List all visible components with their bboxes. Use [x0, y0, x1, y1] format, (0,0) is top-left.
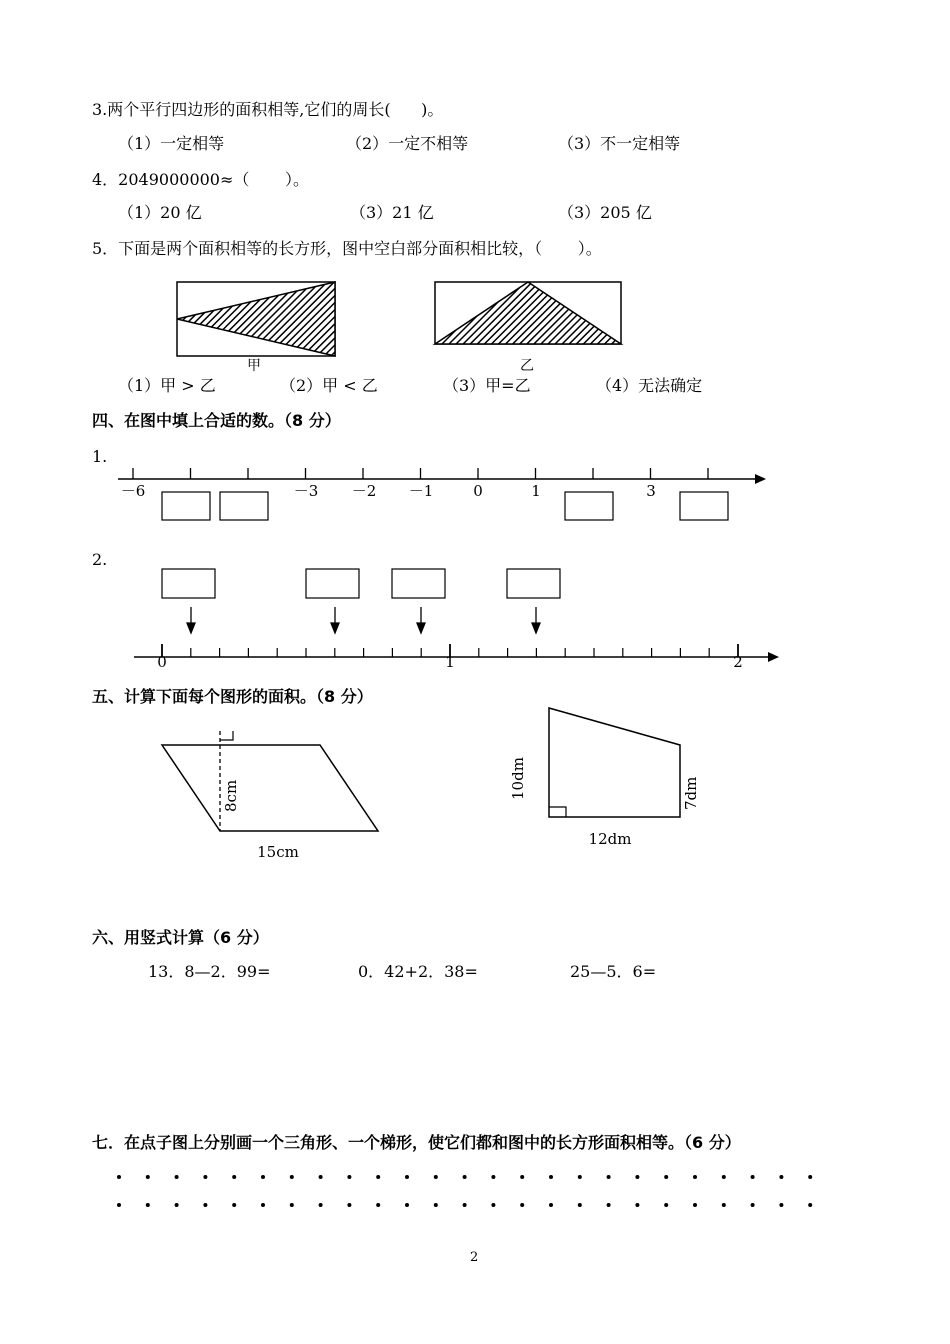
grid-dot [117, 1175, 121, 1179]
grid-dot [635, 1203, 639, 1207]
q3-option-2: （2）一定不相等 [346, 134, 469, 153]
grid-dot [693, 1203, 697, 1207]
section-4-item-1: 1. [92, 447, 108, 466]
grid-dot [578, 1175, 582, 1179]
grid-dot [376, 1175, 380, 1179]
grid-dot [347, 1175, 351, 1179]
grid-dot [405, 1175, 409, 1179]
q5-stem: 5．下面是两个面积相等的长方形，图中空白部分面积相比较，（ ）。 [92, 239, 602, 258]
q3-stem: 3.两个平行四边形的面积相等,它们的周长( )。 [92, 100, 444, 119]
q4-option-1: （1）20 亿 [118, 203, 202, 222]
parallelogram-height-label: 8cm [222, 779, 240, 812]
trapezoid-left-label: 10dm [509, 757, 527, 800]
grid-dot [319, 1203, 323, 1207]
grid-dot [779, 1203, 783, 1207]
exercise-2: 0．42+2．38= [358, 962, 478, 981]
q3-option-1: （1）一定相等 [118, 134, 225, 153]
exercise-1: 13．8—2．99= [148, 962, 271, 981]
grid-dot [232, 1175, 236, 1179]
section-7-title: 七．在点子图上分别画一个三角形、一个梯形，使它们都和图中的长方形面积相等。（6 分） [92, 1133, 741, 1152]
line-1-label: －2 [351, 482, 377, 500]
section-4-item-2: 2. [92, 550, 108, 569]
grid-dot [463, 1175, 467, 1179]
grid-dot [146, 1203, 150, 1207]
grid-dot [751, 1175, 755, 1179]
grid-dot [693, 1175, 697, 1179]
grid-dot [434, 1175, 438, 1179]
grid-dot [520, 1175, 524, 1179]
line-1-label: －1 [408, 482, 434, 500]
grid-dot [347, 1203, 351, 1207]
exercise-3: 25—5．6= [570, 962, 657, 981]
label-jia: 甲 [247, 358, 261, 374]
line-2-label: 0 [157, 653, 167, 671]
trapezoid-base-label: 12dm [588, 830, 632, 848]
grid-dot [261, 1203, 265, 1207]
line-1-label: 0 [473, 482, 483, 500]
line-1-label: －3 [293, 482, 319, 500]
grid-dot [635, 1175, 639, 1179]
grid-dot [664, 1175, 668, 1179]
q5-option-4: （4）无法确定 [596, 376, 703, 395]
q5-option-1: （1）甲 > 乙 [118, 376, 216, 395]
grid-dot [808, 1175, 812, 1179]
grid-dot [751, 1203, 755, 1207]
grid-dot [578, 1203, 582, 1207]
grid-dot [549, 1203, 553, 1207]
line-1-label: －6 [120, 482, 146, 500]
grid-dot [203, 1175, 207, 1179]
parallelogram-base-label: 15cm [257, 843, 299, 861]
q3-option-3: （3）不一定相等 [558, 134, 681, 153]
grid-dot [376, 1203, 380, 1207]
q4-option-3: （3）205 亿 [558, 203, 652, 222]
line-2-label: 1 [445, 653, 455, 671]
grid-dot [261, 1175, 265, 1179]
trapezoid-right-label: 7dm [682, 776, 700, 810]
q4-option-2: （3）21 亿 [350, 203, 434, 222]
grid-dot [664, 1203, 668, 1207]
grid-dot [146, 1175, 150, 1179]
grid-dot [203, 1203, 207, 1207]
grid-dot [607, 1175, 611, 1179]
grid-dot [319, 1175, 323, 1179]
section-5-title: 五、计算下面每个图形的面积。（8 分） [92, 687, 373, 706]
grid-dot [463, 1203, 467, 1207]
line-1-label: 3 [646, 482, 656, 500]
grid-dot [117, 1203, 121, 1207]
grid-dot [290, 1175, 294, 1179]
grid-dot [175, 1203, 179, 1207]
grid-dot [722, 1175, 726, 1179]
label-yi: 乙 [520, 358, 534, 374]
grid-dot [491, 1203, 495, 1207]
section-6-title: 六、用竖式计算（6 分） [92, 928, 269, 947]
grid-dot [779, 1175, 783, 1179]
grid-dot [232, 1203, 236, 1207]
q5-option-3: （3）甲=乙 [443, 376, 531, 395]
page-number: 2 [470, 1250, 479, 1265]
grid-dot [491, 1175, 495, 1179]
grid-dot [808, 1203, 812, 1207]
q4-stem: 4．2049000000≈（ ）。 [92, 170, 309, 189]
grid-dot [290, 1203, 294, 1207]
q5-option-2: （2）甲 < 乙 [280, 376, 378, 395]
line-2-label: 2 [733, 653, 743, 671]
grid-dot [549, 1175, 553, 1179]
grid-dot [607, 1203, 611, 1207]
grid-dot [722, 1203, 726, 1207]
grid-dot [175, 1175, 179, 1179]
grid-dot [434, 1203, 438, 1207]
grid-dot [405, 1203, 409, 1207]
section-4-title: 四、在图中填上合适的数。（8 分） [92, 411, 341, 430]
grid-dot [520, 1203, 524, 1207]
line-1-label: 1 [531, 482, 541, 500]
